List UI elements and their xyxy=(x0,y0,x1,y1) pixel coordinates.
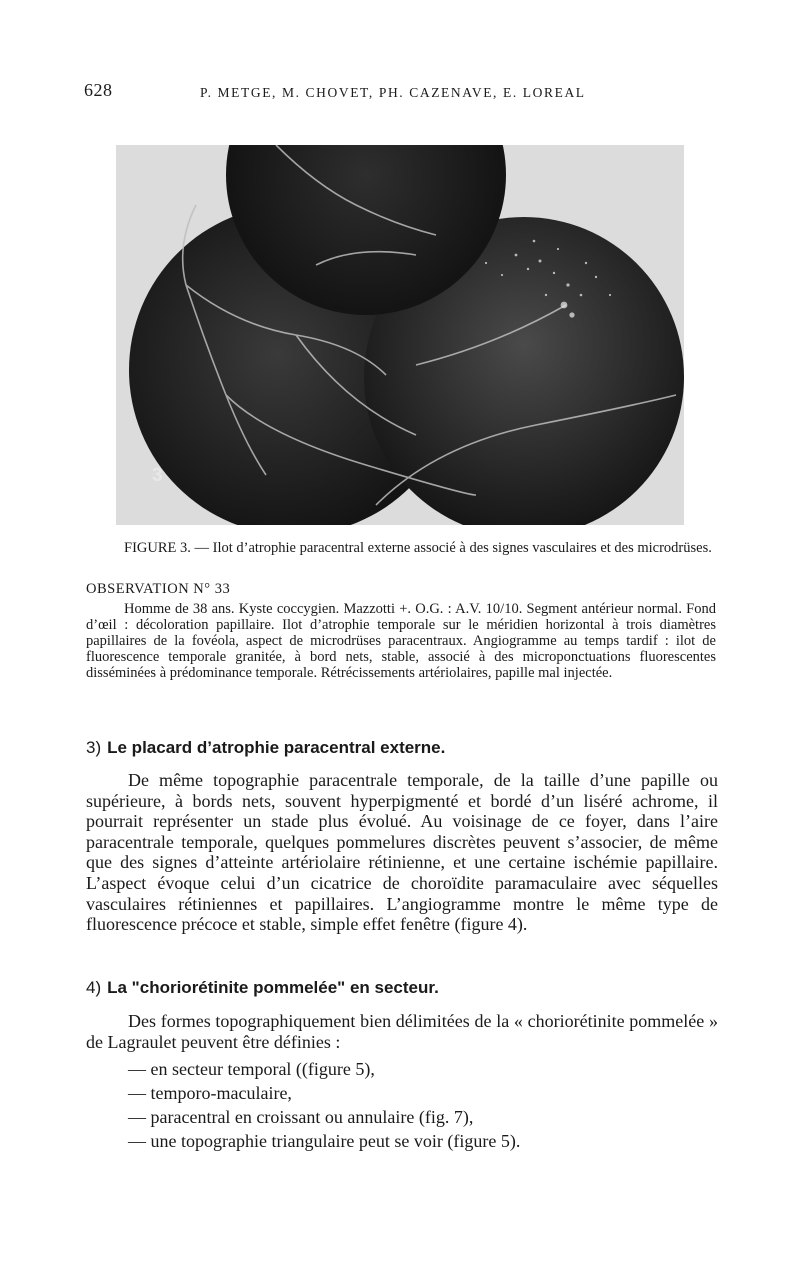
list-item: — une topographie triangulaire peut se voir (figure 5). xyxy=(128,1131,521,1151)
section-3-number: 3) xyxy=(86,738,102,757)
observation-heading: OBSERVATION N° 33 xyxy=(86,581,231,597)
section-3-title: Le placard d’atrophie paracentral externe. xyxy=(107,738,446,757)
list-item: — temporo-maculaire, xyxy=(128,1083,292,1103)
section-4-number: 4) xyxy=(86,978,102,997)
figure-label: 3 xyxy=(152,465,163,486)
section-4-list xyxy=(128,1057,718,1153)
section-4-heading xyxy=(86,978,439,998)
figure-3-angiogram xyxy=(116,145,684,525)
section-3-body: De même topographie paracentrale temporale, de la taille d’une papille ou supérieure, à bords nets, souvent hyperpigmenté et bordé d’un liséré achrome, il pourrait représenter un stade plus évolué. Au voisinage de ce foyer, dans l’aire paracentrale temporale, quelques pommelures discrètes peuvent s’associer, de même que des signes d’atteinte artériolaire rétinienne, et une certaine ischémie papillaire. L’aspect évoque celui d’un cicatrice de choroïdite paramaculaire avec séquelles vasculaires rétiniennes et papillaires. L’angiogramme montre le même type de fluorescence précoce et stable, simple effet fenêtre (figure 4). xyxy=(86,770,718,935)
list-item: — paracentral en croissant ou annulaire (fig. 7), xyxy=(128,1107,474,1127)
page-number: 628 xyxy=(84,80,113,100)
section-4-title: La "choriorétinite pommelée" en secteur. xyxy=(107,978,439,997)
running-head-authors: P. METGE, M. CHOVET, PH. CAZENAVE, E. LOREAL xyxy=(200,85,586,100)
section-3-heading xyxy=(86,738,445,758)
list-item: — en secteur temporal ((figure 5), xyxy=(128,1059,375,1079)
fundus-montage-image xyxy=(116,145,684,525)
observation-text: Homme de 38 ans. Kyste coccygien. Mazzotti +. O.G. : A.V. 10/10. Segment antérieur normal. Fond d’œil : décoloration papillaire. Ilot d’atrophie temporale sur le méridien horizontal à trois diamètres papillaires de la fovéola, aspect de microdrüses paracentraux. Angiogramme au temps tardif : ilot de fluorescence temporale granitée, à bord nets, stable, associé à des microponctuations fluorescentes disséminées à prédominance temporale. Rétrécissements artériolaires, papille mal injectée. xyxy=(86,601,716,681)
figure-caption: FIGURE 3. — Ilot d’atrophie paracentral externe associé à des signes vasculaires et des microdrüses. xyxy=(124,540,712,556)
section-4-body: Des formes topographiquement bien délimitées de la « choriorétinite pommelée » de Lagraulet peuvent être définies : xyxy=(86,1011,718,1052)
